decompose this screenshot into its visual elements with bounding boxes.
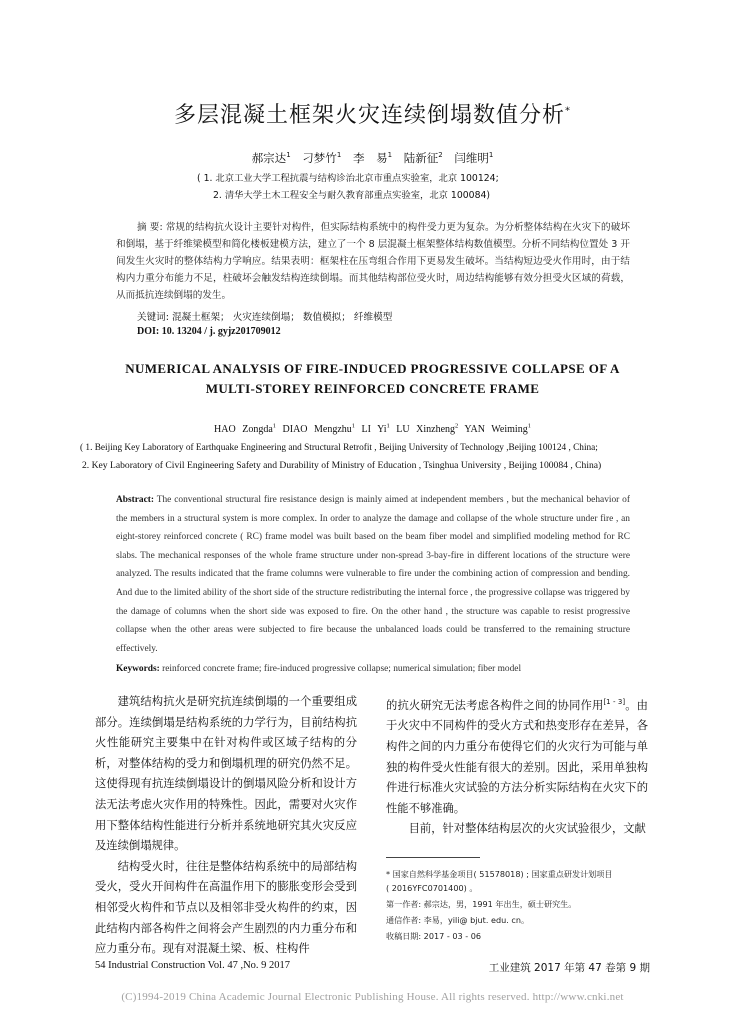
keywords-cn: [137, 309, 392, 323]
affiliation-cn-1: ( 1. 北京工业大学工程抗震与结构诊治北京市重点实验室，北京 100124;: [197, 173, 499, 184]
affiliation-en-2: 2. Key Laboratory of Civil Engineering Safety and Durability of Ministry of Education , Tsinghua University , Beijing 100084 , China): [82, 460, 602, 471]
abstract-cn-label: 摘 要:: [137, 222, 163, 233]
author-cn: 郝宗达$^1$: [251, 151, 291, 165]
abstract-en-label: Abstract:: [116, 495, 155, 505]
footnote-funding: * 国家自然科学基金项目( 51578018) ; 国家重点研发计划项目: [386, 869, 613, 879]
paper-title-cn: [0, 98, 745, 129]
author-en: LU Xinzheng$^2$: [396, 423, 459, 436]
abstract-cn-text: 常规的结构抗火设计主要针对构件，但实际结构系统中的构件受力更为复杂。为分析整体结构在火灾下的破坏和倒塌，基于纤维梁模型和简化楼板建模方法，建立了一个 8 层混凝土框架整体结构数值模型。分析不同结构位置处 3 开间发生火灾时的整体结构力学响应。结果表明：框架柱在压弯组合作用下更易发生破坏。当结构短边受火作用时，由于结构内力重分布能力不足，柱破坏会触发结构连续倒塌。而其他结构部位受火时，周边结构能够有效分担受火区域的荷载，从而抵抗连续倒塌的发生。: [116, 222, 630, 302]
author-cn: 刁梦竹$^1$: [302, 151, 342, 165]
footnote-first-author: 第一作者: 郝宗达，男，1991 年出生，硕士研究生。: [386, 899, 577, 909]
paper-title-en-line2: MULTI-STOREY REINFORCED CONCRETE FRAME: [205, 381, 540, 396]
citation: [1 - 3]: [603, 698, 626, 706]
author-en: LI Yi$^1$: [361, 423, 390, 436]
author-en: YAN Weiming$^1$: [464, 423, 531, 436]
authors-en: [0, 423, 745, 435]
author-en: DIAO Mengzhu$^1$: [282, 423, 356, 436]
affiliation-en-1: ( 1. Beijing Key Laboratory of Earthquake Engineering and Structural Retrofit , Beijing University of Technology ,Beijing 100124 , China;: [80, 443, 598, 453]
author-cn: 陆新征$^2$: [403, 151, 443, 165]
authors-cn: [0, 150, 745, 166]
footer-journal-en: 54 Industrial Construction Vol. 47 ,No. 9 2017: [95, 960, 291, 971]
keywords-en-label: Keywords:: [116, 664, 160, 674]
title-cn-text: 多层混凝土框架火灾连续倒塌数值分析: [173, 103, 565, 128]
body-paragraph: 建筑结构抗火是研究抗连续倒塌的一个重要组成部分。连续倒塌是结构系统的力学行为，目前结构抗火性能研究主要集中在针对构件或区域子结构的分析，对整体结构的受力和倒塌机理的研究仍然不足。这使得现有抗连续倒塌设计的倒塌风险分析和设计方法无法考虑火灾作用的特殊性。因此，需要对火灾作用下整体结构性能进行分析并系统地研究其火灾反应及连续倒塌规律。: [95, 695, 357, 853]
copyright-watermark: (C)1994-2019 China Academic Journal Electronic Publishing House. All rights reserved. http://www.cnki.net: [121, 991, 624, 1003]
paper-title-en-line1: NUMERICAL ANALYSIS OF FIRE-INDUCED PROGRESSIVE COLLAPSE OF A: [125, 361, 620, 376]
author-en: HAO Zongda$^1$: [214, 423, 277, 436]
title-footnote-mark: *: [565, 105, 571, 117]
footer-journal-cn: 工业建筑 2017 年第 47 卷第 9 期: [488, 962, 650, 974]
footnote-corresponding: 通信作者: 李易，yili@ bjut. edu. cn。: [386, 915, 530, 925]
body-paragraph: 结构受火时，往往是整体结构系统中的局部结构受火，受火开间构件在高温作用下的膨胀变形会受到相邻受火构件和节点以及相邻非受火构件的约束，因此结构内部各构件之间将会产生剧烈的内力重分布和应力重分布。现有对混凝土梁、板、柱构件: [95, 859, 357, 956]
footnote-funding-cont: ( 2016YFC0701400) 。: [386, 883, 478, 893]
body-column-left: [95, 692, 357, 960]
author-cn: 李 易$^1$: [352, 151, 393, 165]
body-paragraph: 目前，针对整体结构层次的火灾试验很少，文献: [408, 822, 646, 836]
affiliation-cn-2: 2. 清华大学土木工程安全与耐久教育部重点实验室，北京 100084): [213, 190, 491, 201]
abstract-cn: [116, 219, 630, 304]
abstract-en: [116, 491, 630, 658]
keywords-cn-text: 混凝土框架； 火灾连续倒塌； 数值模拟； 纤维模型: [172, 312, 393, 323]
body-column-right: [386, 692, 648, 840]
doi: DOI: 10. 13204 / j. gyjz201709012: [137, 326, 281, 337]
keywords-cn-label: 关键词:: [137, 312, 170, 323]
author-cn: 闫维明$^1$: [454, 151, 494, 165]
keywords-en-text: reinforced concrete frame; fire-induced progressive collapse; numerical simulation; fiber model: [162, 664, 522, 674]
keywords-en: [116, 664, 521, 674]
abstract-en-text: The conventional structural fire resistance design is mainly aimed at independent members , but the mechanical behavior of the members in a structural system is more complex. In order to analyze the damage and collapse of the whole structure under fire , an eight-storey reinforced concrete ( RC) frame model was built based on the beam fiber model and simplified modeling method for RC slabs. The mechanical responses of the whole frame structure under non-spread 3-bay-fire in different locations of the structure were analyzed. The results indicated that the frame columns were vulnerable to fire under the combining action of compression and bending. And due to the limited ability of the short side of the structure redistributing the internal force , the progressive collapse was triggered by the damage of columns when the short side was exposed to fire. On the other hand , the structure was capable to resist progressive collapse when the other areas were subjected to fire because the unbalanced loads could be transferred to the remaining structure effectively.: [116, 495, 630, 654]
footnote-rule: [386, 857, 480, 858]
body-paragraph: 的抗火研究无法考虑各构件之间的协同作用[1 - 3]。由于火灾中不同构件的受火方式和热变形存在差异，各构件之间的内力重分布使得它们的火灾行为可能与单独的构件受火性能有很大的差别。因此，采用单独构件进行标准火灾试验的方法分析实际结构在火灾下的性能不够准确。: [386, 698, 648, 815]
footnote-received: 收稿日期: 2017 - 03 - 06: [386, 931, 482, 941]
